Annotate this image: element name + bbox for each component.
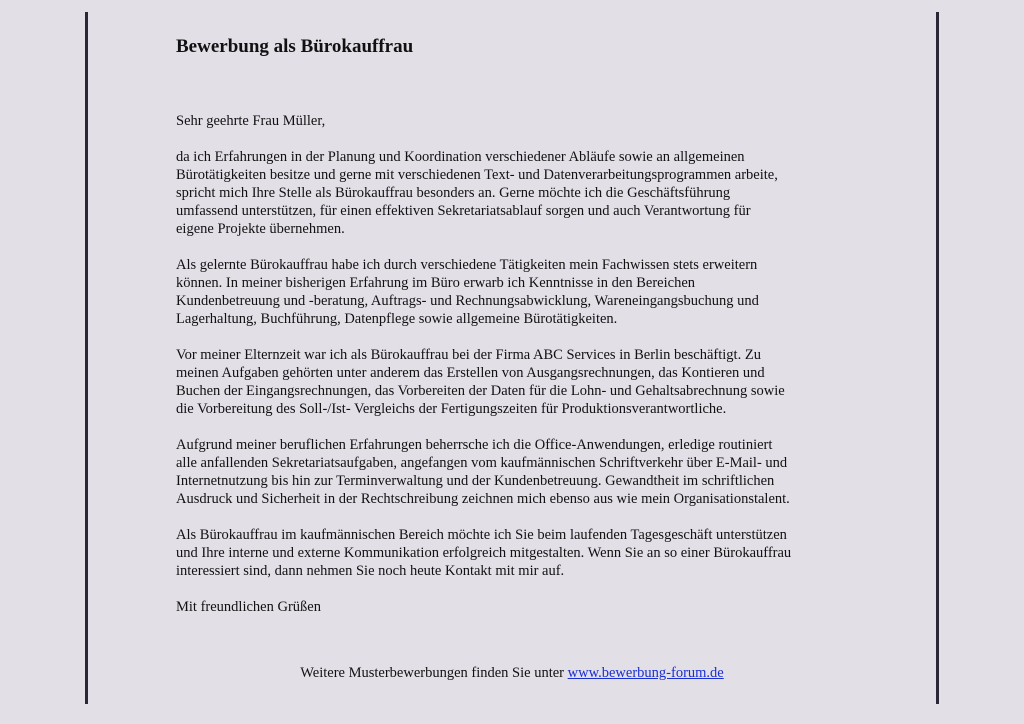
- letter-body: [176, 112, 866, 616]
- text-line: die Vorbereitung des Soll-/Ist- Vergleichs der Fertigungszeiten für Produktionsverantwortliche.: [176, 401, 727, 417]
- text-line: spricht mich Ihre Stelle als Bürokauffrau besonders an. Gerne möchte ich die Geschäftsführung: [176, 185, 731, 201]
- footer-text: Weitere Musterbewerbungen finden Sie unter: [300, 665, 568, 681]
- text-line: Lagerhaltung, Buchführung, Datenpflege sowie allgemeine Bürotätigkeiten.: [176, 311, 618, 327]
- text-line: da ich Erfahrungen in der Planung und Koordination verschiedener Abläufe sowie an allgemeinen: [176, 149, 745, 165]
- text-line: meinen Aufgaben gehörten unter anderem das Erstellen von Ausgangsrechnungen, das Kontieren und: [176, 365, 765, 381]
- footer-link[interactable]: www.bewerbung-forum.de: [567, 665, 724, 681]
- text-line: Als gelernte Bürokauffrau habe ich durch verschiedene Tätigkeiten mein Fachwissen stets erweitern: [176, 257, 758, 273]
- right-margin-rule: [936, 12, 939, 704]
- paragraph-5: [176, 526, 866, 580]
- document-title: Bewerbung als Bürokauffrau: [176, 36, 414, 57]
- left-margin-rule: [85, 12, 88, 704]
- text-line: Aufgrund meiner beruflichen Erfahrungen beherrsche ich die Office-Anwendungen, erledige routiniert: [176, 437, 773, 453]
- text-line: Ausdruck und Sicherheit in der Rechtschreibung zeichnen mich ebenso aus wie mein Organisationstalent.: [176, 491, 790, 507]
- paragraph-2: [176, 256, 866, 328]
- footer: [0, 664, 1024, 682]
- text-line: Kundenbetreuung und -beratung, Auftrags- und Rechnungsabwicklung, Wareneingangsbuchung und: [176, 293, 759, 309]
- paragraph-3: [176, 346, 866, 418]
- text-line: eigene Projekte übernehmen.: [176, 221, 345, 237]
- text-line: und Ihre interne und externe Kommunikation erfolgreich mitgestalten. Wenn Sie an so einer Bürokauffrau: [176, 545, 792, 561]
- paragraph-1: [176, 148, 866, 238]
- text-line: Bürotätigkeiten besitze und gerne mit verschiedenen Text- und Datenverarbeitungsprogrammen arbeite,: [176, 167, 778, 183]
- closing: Mit freundlichen Grüßen: [176, 599, 321, 615]
- text-line: interessiert sind, dann nehmen Sie noch heute Kontakt mit mir auf.: [176, 563, 565, 579]
- text-line: können. In meiner bisherigen Erfahrung im Büro erwarb ich Kenntnisse in den Bereichen: [176, 275, 696, 291]
- salutation: Sehr geehrte Frau Müller,: [176, 113, 326, 129]
- text-line: Internetnutzung bis hin zur Terminverwaltung und der Kundenbetreuung. Gewandtheit im schriftlichen: [176, 473, 775, 489]
- text-line: Als Bürokauffrau im kaufmännischen Bereich möchte ich Sie beim laufenden Tagesgeschäft unterstützen: [176, 527, 787, 543]
- text-line: umfassend unterstützen, für einen effektiven Sekretariatsablauf sorgen und auch Verantwortung für: [176, 203, 751, 219]
- text-line: Buchen der Eingangsrechnungen, das Vorbereiten der Daten für die Lohn- und Gehaltsabrechnung sowie: [176, 383, 785, 399]
- text-line: alle anfallenden Sekretariatsaufgaben, angefangen vom kaufmännischen Schriftverkehr über E-Mail- und: [176, 455, 788, 471]
- text-line: Vor meiner Elternzeit war ich als Bürokauffrau bei der Firma ABC Services in Berlin beschäftigt. Zu: [176, 347, 761, 363]
- paragraph-4: [176, 436, 866, 508]
